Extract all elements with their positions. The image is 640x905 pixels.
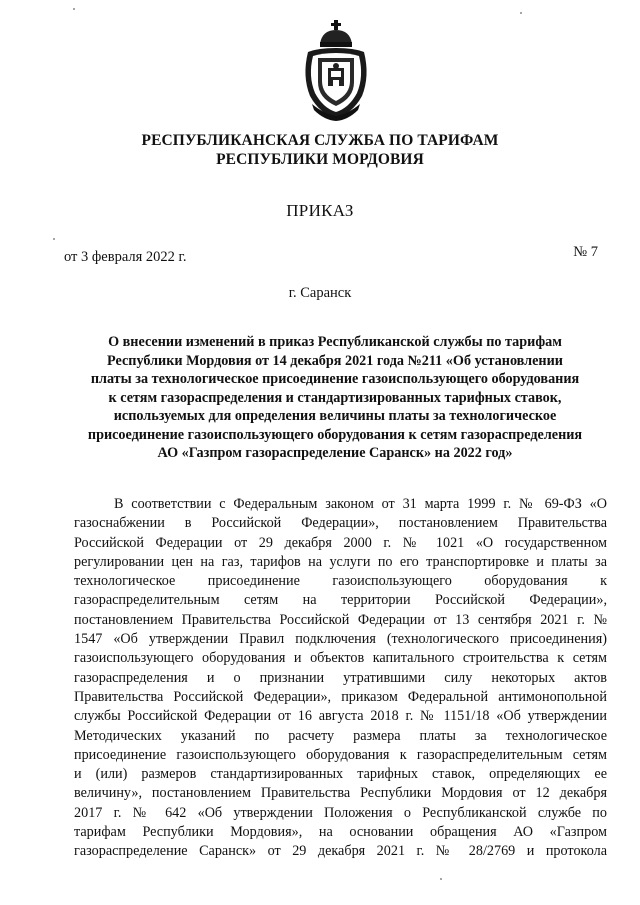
coat-of-arms-emblem — [298, 18, 374, 122]
body-line: В соответствии с Федеральным законом от 31 марта 1999 г. № 69-ФЗ «О — [114, 496, 607, 512]
title-line: АО «Газпром газораспределение Саранск» на 2022 год» — [157, 445, 513, 461]
body-line: Российской Федерации от 29 декабря 2000 г. № 1021 «О государственном — [74, 534, 607, 551]
organization-name-line-1: РЕСПУБЛИКАНСКАЯ СЛУЖБА ПО ТАРИФАМ — [141, 132, 499, 149]
scan-speck — [440, 878, 442, 880]
body-line: тарифам Республики Мордовия», на основании обращения АО «Газпром — [74, 824, 607, 841]
body-line: присоединение газоиспользующего оборудования к газораспределительным сетям — [74, 746, 607, 763]
document-title — [62, 333, 608, 463]
body-line: технологическое присоединение газоиспользующего оборудования к — [74, 573, 607, 590]
title-line: используемых для определения величины платы за технологическое — [113, 408, 557, 424]
body-line: и (или) размеров стандартизированных тарифных ставок, определяющих ее — [74, 766, 607, 783]
document-city: г. Саранск — [288, 285, 352, 301]
title-line: Республики Мордовия от 14 декабря 2021 года №211 «Об установлении — [107, 352, 563, 369]
title-line: О внесении изменений в приказ Республиканской службы по тарифам — [108, 334, 562, 350]
document-body — [74, 495, 607, 862]
body-line: 2017 г. № 642 «Об утверждении Положения о Республиканской службе по — [74, 804, 607, 821]
body-line: газоснабжении в Российской Федерации», постановлением Правительства — [74, 515, 607, 532]
scan-speck — [520, 12, 522, 14]
document-type: ПРИКАЗ — [286, 201, 354, 220]
body-line: Методических указаний по расчету размера платы за технологическое — [74, 727, 607, 744]
organization-name-line-2: РЕСПУБЛИКИ МОРДОВИЯ — [216, 151, 424, 168]
body-line: газоиспользующего оборудования и объектов капитального строительства к сетям — [74, 650, 607, 667]
body-line: 1547 «Об утверждении Правил подключения (технологического присоединения) — [74, 631, 607, 648]
body-line: величину», постановлением Правительства Республики Мордовия от 12 декабря — [74, 785, 607, 802]
body-line: газораспределения и о признании утратившими силу некоторых актов — [74, 669, 607, 686]
scan-speck — [53, 238, 55, 240]
body-line: постановлением Правительства Российской Федерации от 13 сентября 2021 г. № — [74, 611, 607, 628]
body-line: Правительства Российской Федерации», приказом Федеральной антимонопольной — [74, 688, 607, 705]
document-date: от 3 февраля 2022 г. — [64, 249, 187, 265]
title-line: к сетям газораспределения и стандартизированных тарифных ставок, — [108, 389, 562, 406]
title-line: присоединение газоиспользующего оборудования к сетям газораспределения — [87, 426, 583, 443]
body-line: регулировании цен на газ, тарифов на услуги по его транспортировке и платы за — [74, 553, 607, 570]
body-line: газораспределительным сетям на территории Российской Федерации», — [74, 592, 607, 609]
body-line: службы Российской Федерации от 16 августа 2018 г. № 1151/18 «Об утверждении — [74, 708, 607, 725]
title-line: платы за технологическое присоединение газоиспользующего оборудования — [90, 371, 580, 387]
body-line: газораспределение Саранск» от 29 декабря 2021 г. № 28/2769 и протокола — [74, 843, 607, 860]
scan-speck — [73, 8, 75, 10]
document-number: № 7 — [573, 244, 598, 260]
